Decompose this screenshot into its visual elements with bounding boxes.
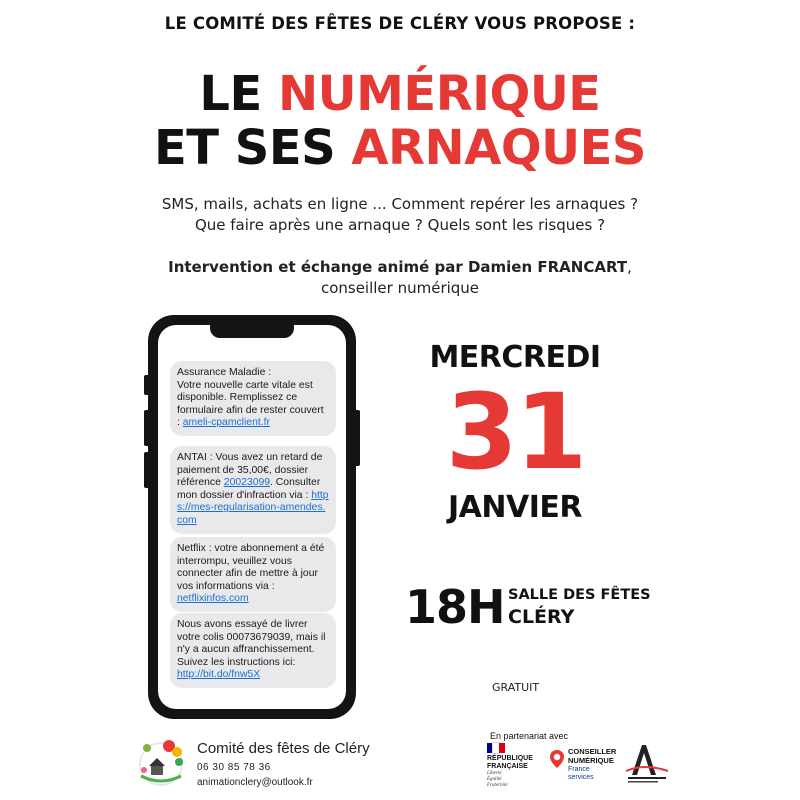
phone-side-button [144, 375, 148, 395]
phone-notch [210, 324, 294, 338]
event-weekday: MERCREDI [429, 340, 601, 375]
phone-power-button [356, 410, 360, 466]
agglo-logo-icon [624, 741, 670, 787]
sms-link: ameli-cpamclient.fr [182, 417, 270, 429]
speaker-role: conseiller numérique [320, 279, 480, 297]
phone-side-button [144, 410, 148, 446]
phone-screen [158, 325, 346, 709]
phone-side-button [144, 452, 148, 488]
sms-bubble [170, 613, 336, 688]
sms-text: ANTAI : Vous avez un retard de paiement de 35,00€, dossier référence [177, 452, 323, 489]
republique-francaise-logo [487, 743, 543, 789]
event-time: 18H [405, 580, 505, 634]
cn-line: NUMÉRIQUE [568, 756, 614, 765]
speaker-name: Intervention et échange animé par Damien FRANCART [168, 258, 628, 276]
organizer-email: animationclery@outlook.fr [197, 777, 313, 788]
sms-link: netflixinfos.com [177, 593, 249, 605]
title-black-part: LE [199, 66, 278, 122]
sms-bubble [170, 446, 336, 534]
subtitle-line-2: Que faire après une arnaque ? Quels sont les risques ? [194, 216, 606, 234]
cn-sub: France [568, 766, 590, 773]
organizer-headline: LE COMITÉ DES FÊTES DE CLÉRY VOUS PROPOSE : [164, 14, 636, 33]
speaker-intro [0, 257, 800, 299]
sms-reference: 20023099 [223, 477, 271, 489]
sms-text: Assurance Maladie : Votre nouvelle carte vitale est disponible. Remplissez ce formulaire afin de rester couvert : [177, 367, 324, 429]
title-line-2 [0, 120, 800, 176]
title-red-part: ARNAQUES [351, 120, 646, 176]
sms-link: https://mes-regularisation-amendes.com [177, 489, 329, 526]
partner-label: En partenariat avec [490, 731, 569, 741]
organizer-phone: 06 30 85 78 36 [197, 762, 271, 773]
rf-line: RÉPUBLIQUE [487, 755, 533, 762]
cn-line: CONSEILLER [568, 747, 617, 756]
sms-bubble [170, 537, 336, 612]
french-flag-icon [487, 743, 505, 753]
speaker-comma: , [627, 258, 632, 276]
comite-logo-icon [135, 736, 187, 788]
event-price: GRATUIT [492, 681, 540, 694]
event-town: CLÉRY [508, 606, 575, 628]
title-red-part: NUMÉRIQUE [278, 66, 601, 122]
title-line-1 [0, 66, 800, 122]
sms-text: . Consulter mon dossier d'infraction via : [177, 477, 321, 501]
sms-text: Netflix : votre abonnement a été interrompu, veuillez vous connecter afin de mettre à jour vos informations via : [177, 543, 325, 592]
organizer-name: Comité des fêtes de Cléry [197, 740, 370, 757]
title-black-part: ET SES [154, 120, 352, 176]
sms-link: http://bit.do/fnw5X [177, 669, 261, 681]
location-pin-icon [550, 750, 564, 768]
rf-line: FRANÇAISE [487, 763, 528, 770]
subtitle-line-1: SMS, mails, achats en ligne ... Comment repérer les arnaques ? [161, 195, 639, 213]
event-day: 31 [445, 371, 585, 493]
event-venue: SALLE DES FÊTES [508, 587, 651, 603]
rf-motto: Égalité [487, 777, 502, 782]
sms-bubble [170, 361, 336, 436]
rf-motto: Liberté [487, 771, 502, 776]
sms-text: Nous avons essayé de livrer votre colis 00073679039, mais il n'y a aucun affranchissement. Suivez les instructions ici: [177, 619, 326, 668]
cn-sub: services [568, 774, 594, 781]
rf-motto: Fraternité [487, 783, 508, 788]
event-month: JANVIER [448, 490, 582, 525]
